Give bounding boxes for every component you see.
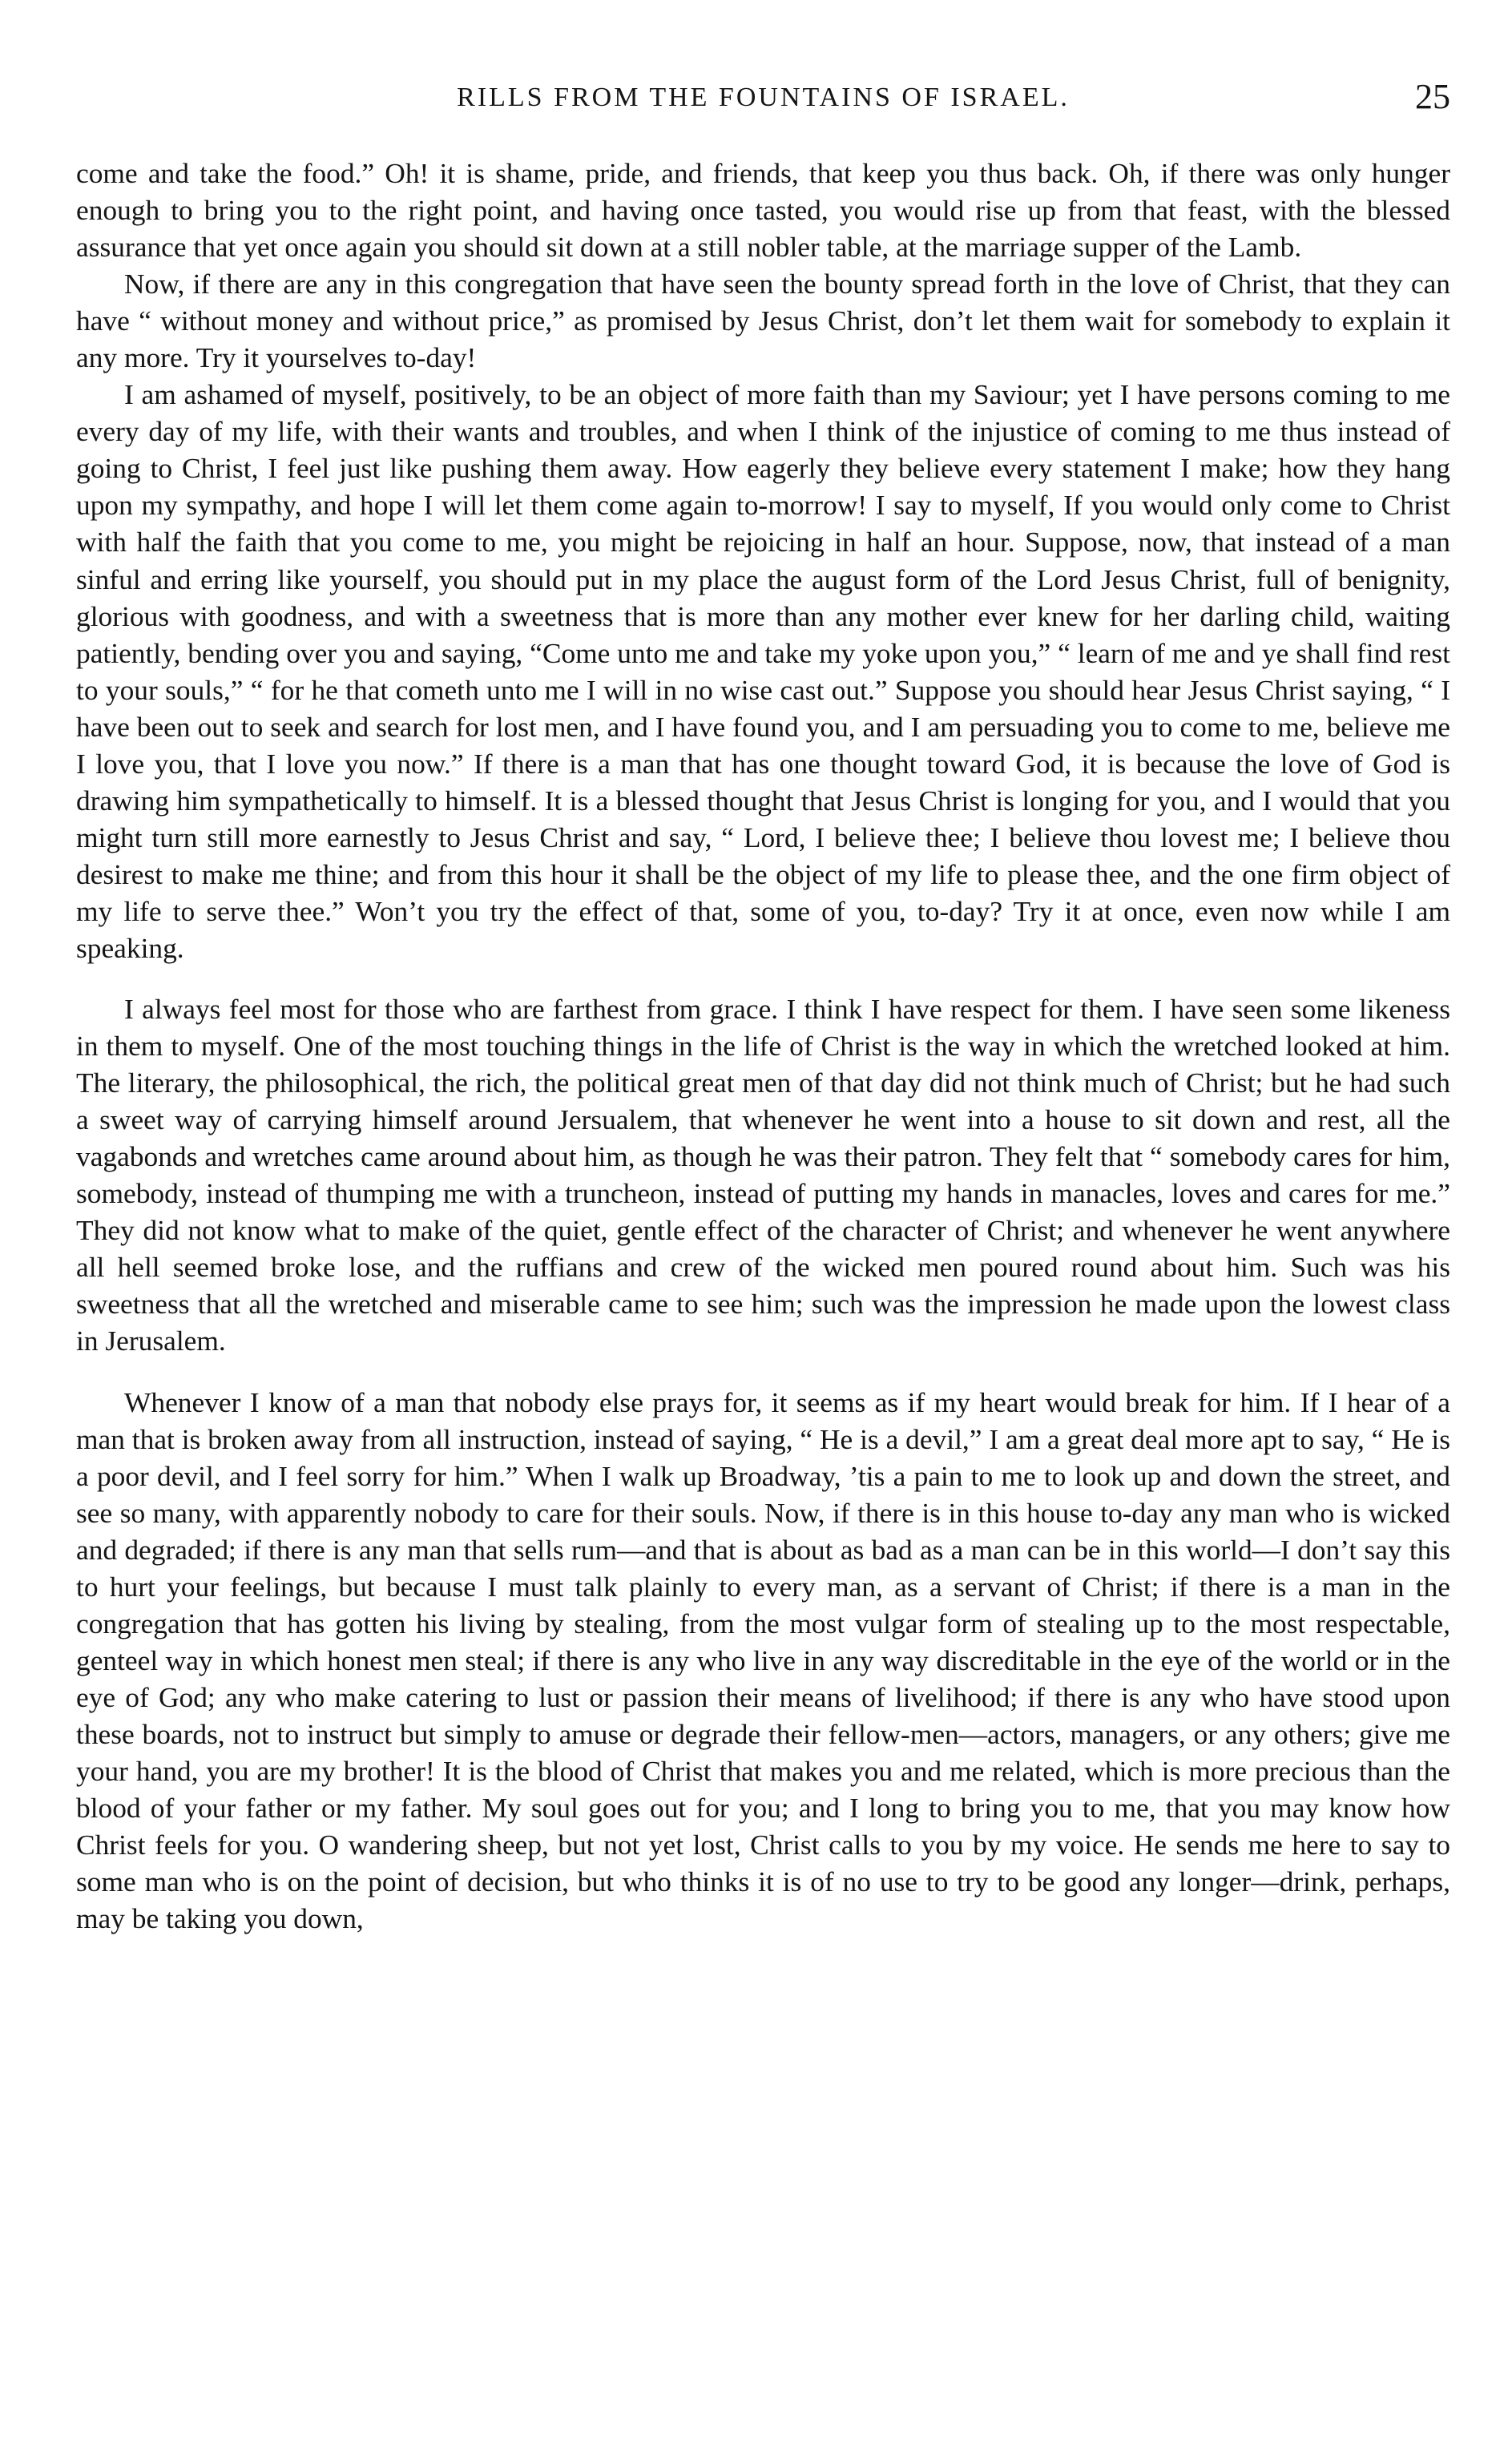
page-header — [76, 76, 1450, 127]
paragraph-1: come and take the food.” Oh! it is shame, pride, and friends, that keep you thus back. Oh, if there was only hunger enough to bring you to the right point, and having once tasted, you would rise up from that feast, with the blessed assurance that yet once again you should sit down at a still nobler table, at the marriage supper of the Lamb. — [76, 157, 1450, 264]
paragraph-3: I am ashamed of myself, positively, to be an object of more faith than my Saviour; yet I have persons coming to me every day of my life, with their wants and troubles, and when I think of the injustice of coming to me thus instead of going to Christ, I feel just like pushing them away. How eagerly they believe every statement I make; how they hang upon my sympathy, and hope I will let them come again to-morrow! I say to myself, If you would only come to Christ with half the faith that you come to me, you might be rejoicing in half an hour. Suppose, now, that instead of a man sinful and erring like yourself, you should put in my place the august form of the Lord Jesus Christ, full of benignity, glorious with goodness, and with a sweetness that is more than any mother ever knew for her darling child, waiting patiently, bending over you and saying, “Come unto me and take my yoke upon you,” “ learn of me and ye shall find rest to your souls,” “ for he that cometh unto me I will in no wise cast out.” Suppose you should hear Jesus Christ saying, “ I have been out to seek and search for lost men, and I have found you, and I am persuading you to come to me, believe me I love you, that I love you now.” If there is a man that has one thought toward God, it is because the love of God is drawing him sympathetically to himself. It is a blessed thought that Jesus Christ is longing for you, and I would that you might turn still more earnestly to Jesus Christ and say, “ Lord, I believe thee; I believe thou lovest me; I believe thou desirest to make me thine; and from this hour it shall be the object of my life to please thee, and the one firm object of my life to serve thee.” Won’t you try the effect of that, some of you, to-day? Try it at once, even now while I am speaking. — [76, 378, 1450, 964]
paragraph-2: Now, if there are any in this congregation that have seen the bounty spread forth in the love of Christ, that they can have “ without money and without price,” as promised by Jesus Christ, don’t let them wait for somebody to explain it any more. Try it yourselves to-day! — [76, 268, 1450, 374]
paragraph-5: Whenever I know of a man that nobody else prays for, it seems as if my heart would break for him. If I hear of a man that is broken away from all instruction, instead of saying, “ He is a devil,” I am a great deal more apt to say, “ He is a poor devil, and I feel sorry for him.” When I walk up Broadway, ’tis a pain to me to look up and down the street, and see so many, with apparently nobody to care for their souls. Now, if there is in this house to-day any man who is wicked and degraded; if there is any man that sells rum—and that is about as bad as a man can be in this world—I don’t say this to hurt your feelings, but because I must talk plainly to every man, as a servant of Christ; if there is a man in the congregation that has gotten his living by stealing, from the most vulgar form of stealing up to the most respectable, genteel way in which honest men steal; if there is any who live in any way discreditable in the eye of the world or in the eye of God; any who make catering to lust or passion their means of livelihood; if there is any who have stood upon these boards, not to instruct but simply to amuse or degrade their fellow-men—actors, managers, or any others; give me your hand, you are my brother! It is the blood of Christ that makes you and me related, which is more precious than the blood of your father or my father. My soul goes out for you; and I long to bring you to me, that you may know how Christ feels for you. O wandering sheep, but not yet lost, Christ calls to you by my voice. He sends me here to say to some man who is on the point of decision, but who thinks it is of no use to try to be good any longer—drink, perhaps, may be taking you down, — [76, 1385, 1450, 1935]
paragraph-4: I always feel most for those who are farthest from grace. I think I have respect for them. I have seen some likeness in them to myself. One of the most touching things in the life of Christ is the way in which the wretched looked at him. The literary, the philosophical, the rich, the political great men of that day did not think much of Christ; but he had such a sweet way of carrying himself around Jersualem, that whenever he went into a house to sit down and rest, all the vagabonds and wretches came around about him, as though he was their patron. They felt that “ somebody cares for him, somebody, instead of thumping me with a truncheon, instead of putting my hands in manacles, loves and cares for me.” They did not know what to make of the quiet, gentle effect of the character of Christ; and whenever he went anywhere all hell seemed broke lose, and the ruffians and crew of the wicked men poured round about him. Such was his sweetness that all the wretched and miserable came to see him; such was the impression he made upon the lowest class in Jerusalem. — [76, 993, 1450, 1357]
running-title: RILLS FROM THE FOUNTAINS OF ISRAEL. — [457, 83, 1070, 112]
body-text — [76, 155, 1450, 1937]
book-page — [76, 76, 1450, 2424]
page-number: 25 — [1415, 77, 1450, 116]
